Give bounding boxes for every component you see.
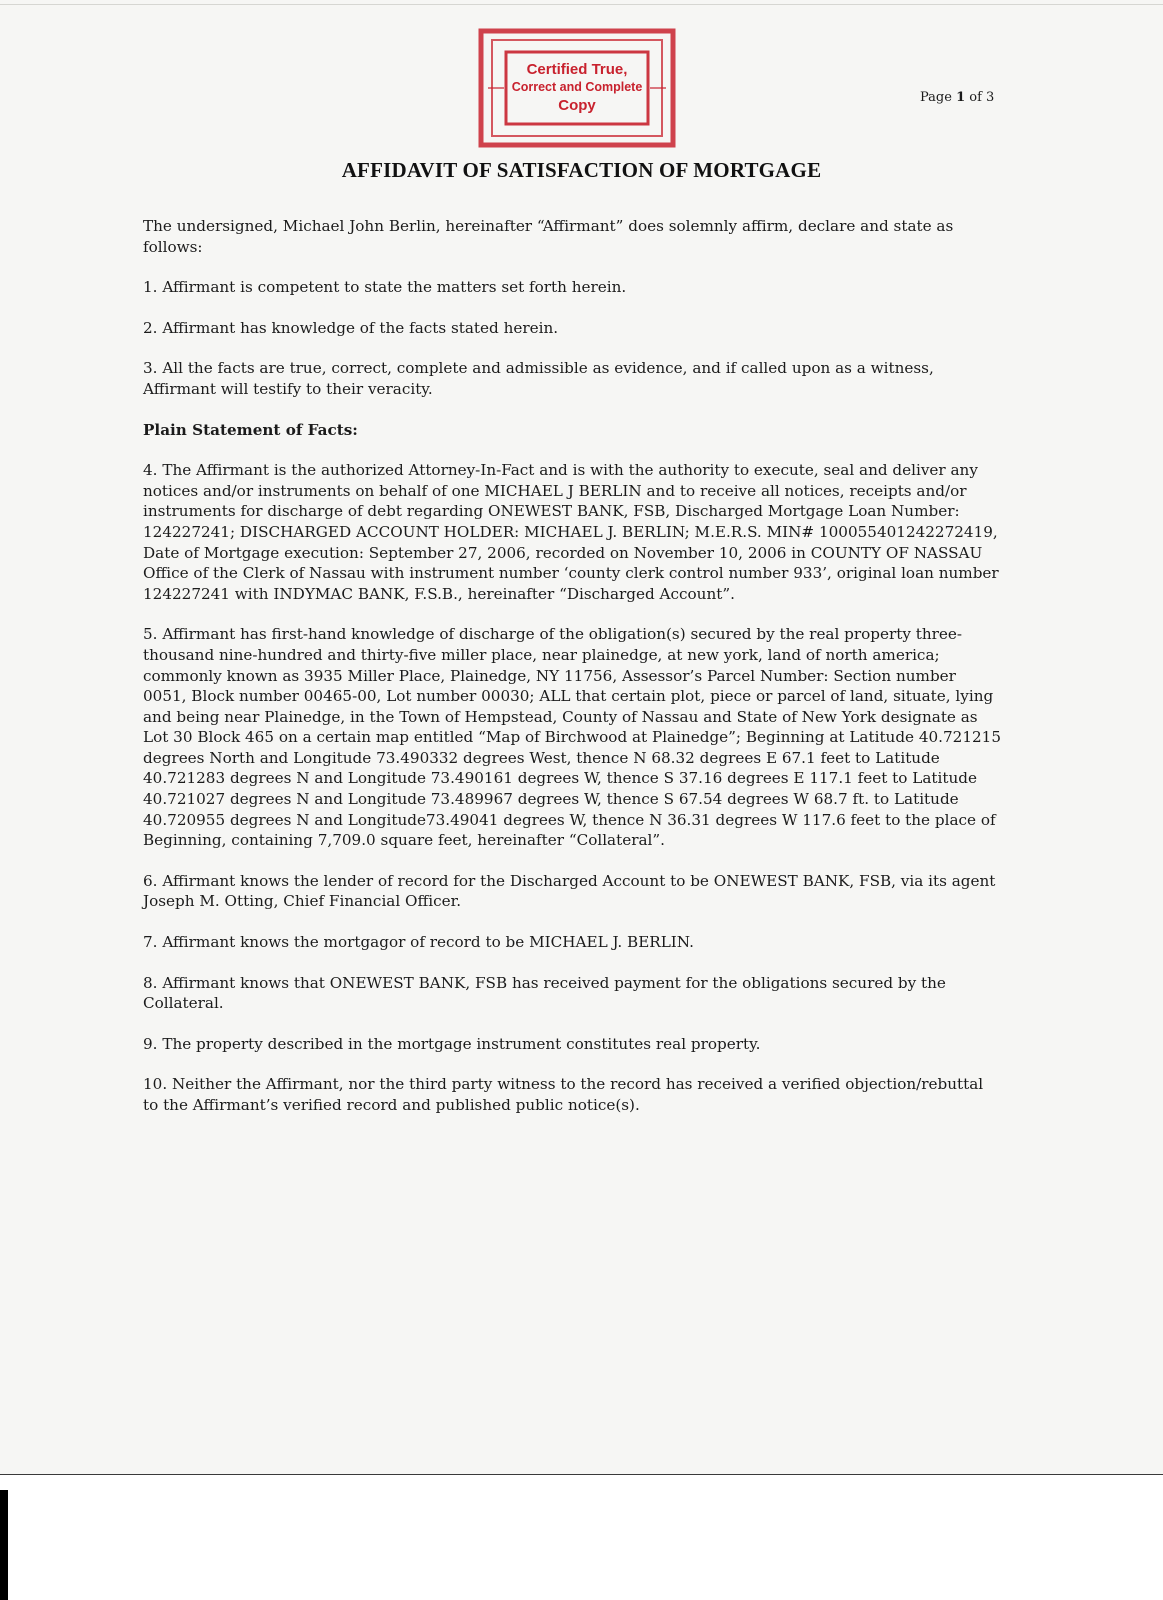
page-number	[920, 90, 994, 105]
scan-bottom-edge	[0, 1474, 1163, 1475]
page-number-prefix: Page	[920, 90, 952, 105]
paragraph-5: 5. Affirmant has first-hand knowledge of discharge of the obligation(s) secured by the real property three-thousand nine-hundred and thirty-five miller place, near plainedge, at new york, land of north america; commonly known as 3935 Miller Place, Plainedge, NY 11756, Assessor’s Parcel Number: Section number 0051, Block number 00465-00, Lot number 00030; ALL that certain plot, piece or parcel of land, situate, lying and being near Plainedge, in the Town of Hempstead, County of Nassau and State of New York designate as Lot 30 Block 465 on a certain map entitled “Map of Birchwood at Plainedge”; Beginning at Latitude 40.721215 degrees North and Longitude 73.490332 degrees West, thence N 68.32 degrees E 67.1 feet to Latitude 40.721283 degrees N and Longitude 73.490161 degrees W, thence S 37.16 degrees E 117.1 feet to Latitude 40.721027 degrees N and Longitude 73.489967 degrees W, thence S 67.54 degrees W 68.7 ft. to Latitude 40.720955 degrees N and Longitude73.49041 degrees W, thence N 36.31 degrees W 117.6 feet to the place of Beginning, containing 7,709.0 square feet, hereinafter “Collateral”.	[143, 625, 1001, 850]
section-heading: Plain Statement of Facts:	[143, 420, 358, 439]
page-number-total: 3	[986, 90, 995, 105]
paragraph-3: 3. All the facts are true, correct, complete and admissible as evidence, and if called upon as a witness, Affirmant will testify to their veracity.	[143, 359, 934, 398]
certified-copy-stamp	[478, 28, 676, 148]
stamp-line-1: Certified True,	[526, 61, 628, 78]
scan-left-margin-bar	[0, 1490, 8, 1600]
scan-top-edge	[0, 4, 1163, 5]
document-title: AFFIDAVIT OF SATISFACTION OF MORTGAGE	[341, 158, 822, 182]
page-number-separator: of	[969, 90, 982, 105]
intro-paragraph: The undersigned, Michael John Berlin, hereinafter “Affirmant” does solemnly affirm, declare and state as follows:	[143, 217, 954, 256]
paragraph-8: 8. Affirmant knows that ONEWEST BANK, FSB has received payment for the obligations secured by the Collateral.	[143, 973, 946, 1013]
paragraph-1: 1. Affirmant is competent to state the matters set forth herein.	[143, 278, 627, 297]
paragraph-7: 7. Affirmant knows the mortgagor of record to be MICHAEL J. BERLIN.	[143, 933, 694, 952]
paragraph-10: 10. Neither the Affirmant, nor the third party witness to the record has received a verified objection/rebuttal to the Affirmant’s verified record and published public notice(s).	[143, 1075, 984, 1114]
paragraph-2: 2. Affirmant has knowledge of the facts stated herein.	[143, 318, 559, 337]
stamp-line-3: Copy	[558, 97, 596, 114]
stamp-graphic	[478, 28, 676, 148]
affidavit-body	[143, 216, 1003, 1136]
paragraph-9: 9. The property described in the mortgage instrument constitutes real property.	[143, 1034, 761, 1053]
paragraph-6: 6. Affirmant knows the lender of record for the Discharged Account to be ONEWEST BANK, FSB, via its agent Joseph M. Otting, Chief Financial Officer.	[143, 871, 996, 911]
stamp-line-2: Correct and Complete	[511, 80, 643, 94]
page-number-current: 1	[956, 90, 966, 105]
paragraph-4: 4. The Affirmant is the authorized Attorney-In-Fact and is with the authority to execute, seal and deliver any notices and/or instruments on behalf of one MICHAEL J BERLIN and to receive all notices, receipts and/or instruments for discharge of debt regarding ONEWEST BANK, FSB, Discharged Mortgage Loan Number: 124227241; DISCHARGED ACCOUNT HOLDER: MICHAEL J. BERLIN; M.E.R.S. MIN# 100055401242272419, Date of Mortgage execution: September 27, 2006, recorded on November 10, 2006 in COUNTY OF NASSAU Office of the Clerk of Nassau with instrument number ‘county clerk control number 933’, original loan number 124227241 with INDYMAC BANK, F.S.B., hereinafter “Discharged Account”.	[143, 461, 999, 603]
